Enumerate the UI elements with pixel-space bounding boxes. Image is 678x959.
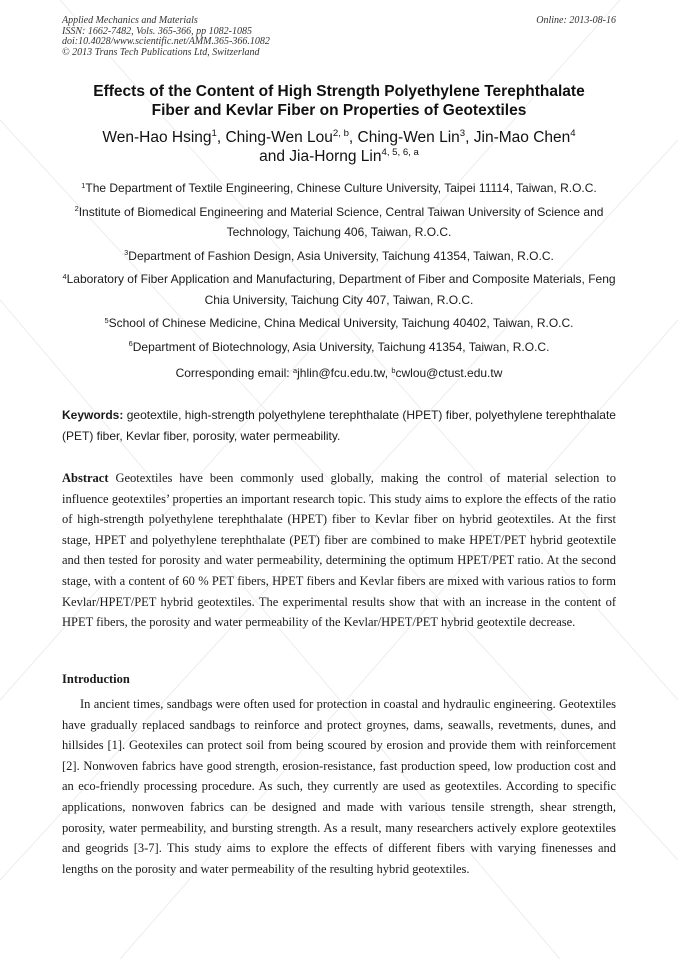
affiliation-mark: 3 xyxy=(124,248,129,258)
abstract-section xyxy=(62,468,616,633)
author-name: Wen-Hao Hsing xyxy=(102,129,212,146)
author-affiliation-mark: 1 xyxy=(211,128,217,140)
introduction-heading: Introduction xyxy=(62,672,130,686)
abstract-label: Abstract xyxy=(62,471,109,485)
email-address-a[interactable]: jhlin@fcu.edu.tw xyxy=(297,366,385,380)
corresponding-email xyxy=(62,363,616,383)
email-mark: a xyxy=(292,365,298,375)
affiliation-text: The Department of Textile Engineering, Chinese Culture University, Taipei 11114, Taiwan, R.O.C. xyxy=(85,181,597,195)
author-affiliation-mark: 3 xyxy=(459,128,466,140)
author-name: Jin-Mao Chen xyxy=(473,129,571,146)
keywords-section xyxy=(62,405,616,447)
issn-line: ISSN: 1662-7482, Vols. 365-366, pp 1082-1085 xyxy=(62,25,252,37)
abstract-text: Geotextiles have been commonly used globally, making the control of material selection to influence geotextiles’ properties an important research topic. This study aims to explore the effects of the ratio of high-strength polyethylene terephthalate (HPET) fiber to Kevlar fiber on hybrid geotextiles. At the first stage, HPET and polyethylene terephthalate (PET) fiber are combined to make HPET/PET hybrid geotextile and then tested for porosity and water permeability, determining the optimum HPET/PET ratio. At the second stage, with a content of 60 % PET fibers, HPET fibers and Kevlar fibers are mixed with various ratios to form Kevlar/HPET/PET hybrid geotextiles. The experimental results show that with an increase in the content of HPET fibers, the porosity and water permeability of the Kevlar/HPET/PET hybrid geotextile decrease. xyxy=(62,471,617,630)
affiliation-text: Department of Fashion Design, Asia University, Taichung 41354, Taiwan, R.O.C. xyxy=(128,248,554,263)
email-separator: , xyxy=(384,366,392,380)
journal-header xyxy=(62,16,616,58)
affiliation-text: Department of Biotechnology, Asia University, Taichung 41354, Taiwan, R.O.C. xyxy=(132,339,550,354)
author-affiliation-mark: 2, b xyxy=(332,128,349,140)
author-separator: , xyxy=(465,129,474,146)
affiliation-text: Laboratory of Fiber Application and Manufacturing, Department of Fiber and Composite Materials, Feng Chia University, Taichung City 407, Taiwan, R.O.C. xyxy=(66,272,616,307)
paper-title xyxy=(62,82,616,120)
affiliation-3 xyxy=(62,246,616,267)
introduction-text: In ancient times, sandbags were often used for protection in coastal and hydraulic engineering. Geotextiles have gradually replaced sandbags to reinforce and protect groynes, dams, seawalls, revetments, dunes, and hillsides [1]. Geotexiles can protect soil from being scoured by erosion and provide them with reinforcement [2]. Nonwoven fabrics have good strength, erosion-resistance, fast production speed, low production cost and an eco-friendly processing procedure. As such, they currently are used as geotextiles. According to specific applications, nonwoven fabrics can be designed and made with various tensile strength, shear strength, porosity, water permeability, and bursting strength. As a result, many researchers actively explore geotextiles and geogrids [3-7]. This study aims to explore the effects of different fibers with varying finenesses and lengths on the porosity and water permeability of the resulting hybrid geotextiles. xyxy=(62,697,616,876)
affiliation-mark: 4 xyxy=(62,271,67,281)
affiliation-text: Institute of Biomedical Engineering and Material Science, Central Taiwan University of Science and Technology, Taichung 406, Taiwan, R.O.C. xyxy=(78,204,604,239)
affiliation-2 xyxy=(62,202,616,243)
doi-line: doi:10.4028/www.scientific.net/AMM.365-366.1082 xyxy=(62,36,270,47)
affiliation-list xyxy=(62,178,616,383)
author-affiliation-mark: 4, 5, 6, a xyxy=(381,147,419,159)
affiliation-mark: 1 xyxy=(81,180,86,190)
author-line-1 xyxy=(62,128,616,147)
affiliation-mark: 6 xyxy=(128,339,133,349)
affiliation-5 xyxy=(62,313,616,334)
title-line-1: Effects of the Content of High Strength Polyethylene Terephthalate xyxy=(93,83,585,100)
author-line-2 xyxy=(62,147,616,166)
keywords-text: geotextile, high-strength polyethylene terephthalate (HPET) fiber, polyethylene terephthalate (PET) fiber, Kevlar fiber, porosity, water permeability. xyxy=(62,408,616,443)
author-name: Ching-Wen Lou xyxy=(225,129,333,146)
author-name: and Jia-Horng Lin xyxy=(259,148,382,165)
author-name: Ching-Wen Lin xyxy=(357,129,460,146)
affiliation-4 xyxy=(62,269,616,310)
affiliation-mark: 2 xyxy=(74,204,79,214)
email-mark: b xyxy=(391,365,396,375)
author-separator: , xyxy=(216,129,226,146)
keywords-label: Keywords: xyxy=(62,408,124,422)
affiliation-1 xyxy=(62,178,616,199)
title-line-2: Fiber and Kevlar Fiber on Properties of Geotextiles xyxy=(151,102,527,119)
affiliation-mark: 5 xyxy=(104,315,109,325)
author-list xyxy=(62,128,616,166)
author-affiliation-mark: 4 xyxy=(570,128,576,140)
email-address-b[interactable]: cwlou@ctust.edu.tw xyxy=(395,366,503,380)
online-date: Online: 2013-08-16 xyxy=(536,15,616,26)
email-label: Corresponding email: xyxy=(175,366,290,380)
author-separator: , xyxy=(348,129,358,146)
copyright-line: © 2013 Trans Tech Publications Ltd, Switzerland xyxy=(62,46,260,58)
journal-name: Applied Mechanics and Materials xyxy=(62,15,198,26)
affiliation-text: School of Chinese Medicine, China Medical University, Taichung 40402, Taiwan, R.O.C. xyxy=(108,316,574,330)
affiliation-6 xyxy=(62,337,616,358)
